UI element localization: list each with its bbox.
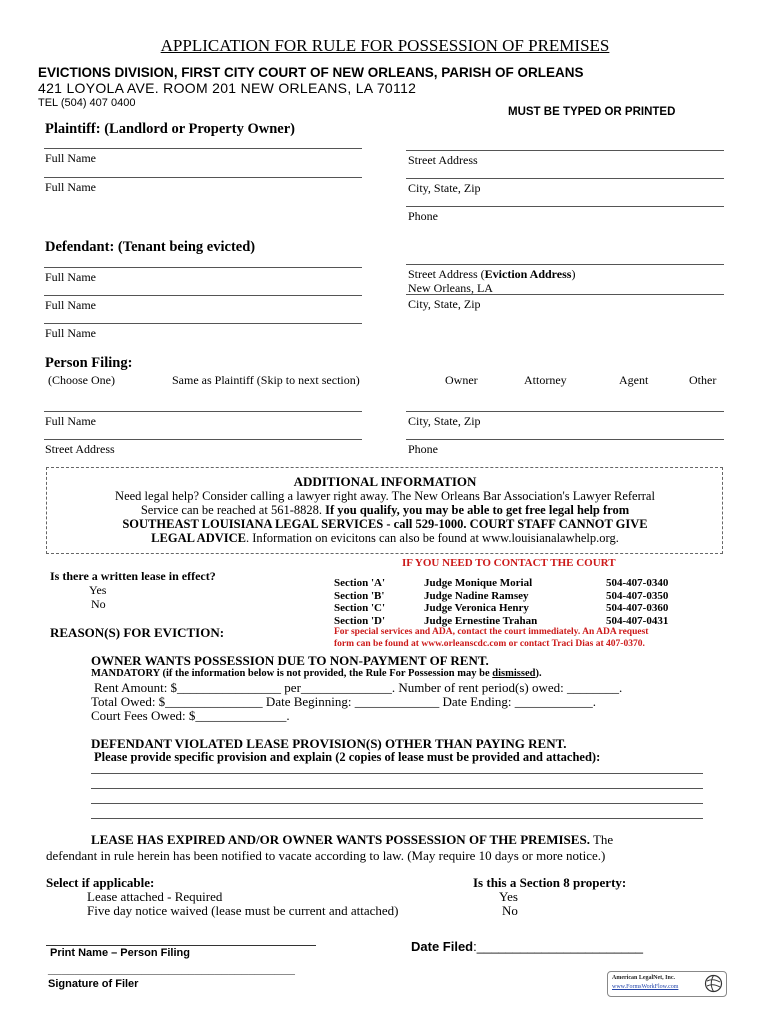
filer-street-label: Street Address bbox=[45, 442, 115, 456]
mandatory-note-dismissed: dismissed bbox=[492, 668, 536, 679]
filer-city-line[interactable] bbox=[406, 411, 724, 412]
judge-column bbox=[424, 577, 537, 627]
reasons-heading: REASON(S) FOR EVICTION: bbox=[50, 625, 225, 640]
ada-line2: form can be found at www.orleanscdc.com or contact Traci Dias at 407-0370. bbox=[334, 639, 645, 649]
defendant-street-suffix: ) bbox=[571, 267, 576, 281]
court-tel: TEL (504) 407 0400 bbox=[38, 97, 136, 109]
judge-b: Judge Nadine Ramsey bbox=[424, 589, 529, 602]
filer-city-label: City, State, Zip bbox=[408, 414, 481, 428]
additional-info-heading: ADDITIONAL INFORMATION bbox=[293, 474, 477, 489]
lease-yes-option[interactable]: Yes bbox=[89, 583, 107, 597]
lease-no-option[interactable]: No bbox=[91, 597, 106, 611]
court-fees-line[interactable]: Court Fees Owed: $______________. bbox=[91, 708, 290, 723]
additional-line1: Need legal help? Consider calling a lawyer right away. The New Orleans Bar Association's Lawyer Referral bbox=[115, 489, 655, 503]
plaintiff-street-label: Street Address bbox=[408, 153, 478, 167]
legalnet-logo bbox=[607, 971, 727, 997]
logo-globe-icon bbox=[704, 974, 723, 993]
additional-line4b: . Information on evicitons can also be found at www.louisianalawhelp.org. bbox=[246, 531, 619, 545]
defendant-street-line[interactable] bbox=[406, 264, 724, 265]
contact-court-heading: IF YOU NEED TO CONTACT THE COURT bbox=[402, 557, 616, 569]
option-owner[interactable]: Owner bbox=[445, 373, 478, 387]
phone-d: 504-407-0431 bbox=[606, 614, 669, 627]
defendant-city-line[interactable] bbox=[406, 294, 724, 295]
division-line: EVICTIONS DIVISION, FIRST CITY COURT OF NEW ORLEANS, PARISH OF ORLEANS bbox=[38, 65, 584, 80]
filer-name-line[interactable] bbox=[44, 411, 362, 412]
expired-lease-line2: defendant in rule herein has been notified to vacate according to law. (May require 10 days or more notice.) bbox=[46, 848, 606, 863]
option-same-as-plaintiff[interactable]: Same as Plaintiff (Skip to next section) bbox=[172, 373, 360, 387]
defendant-name1-label: Full Name bbox=[45, 270, 96, 284]
additional-line3: SOUTHEAST LOUISIANA LEGAL SERVICES - call 529-1000. COURT STAFF CANNOT GIVE bbox=[122, 517, 648, 531]
explain-line-3[interactable] bbox=[91, 803, 703, 804]
additional-line2 bbox=[0, 503, 770, 518]
filer-phone-label: Phone bbox=[408, 442, 438, 456]
court-address: 421 LOYOLA AVE. ROOM 201 NEW ORLEANS, LA 70112 bbox=[38, 80, 417, 96]
section8-no-option[interactable]: No bbox=[502, 903, 518, 918]
print-name-label: Print Name – Person Filing bbox=[50, 947, 190, 959]
plaintiff-city-label: City, State, Zip bbox=[408, 181, 481, 195]
date-filed-label: Date Filed bbox=[411, 939, 474, 954]
option-other[interactable]: Other bbox=[689, 373, 717, 387]
plaintiff-city-line[interactable] bbox=[406, 178, 724, 179]
phone-column bbox=[606, 577, 668, 627]
additional-line4a: LEGAL ADVICE bbox=[151, 531, 246, 545]
violated-lease-sub: Please provide specific provision and explain (2 copies of lease must be provided and attached): bbox=[94, 750, 601, 764]
filer-name-label: Full Name bbox=[45, 414, 96, 428]
option-agent[interactable]: Agent bbox=[619, 373, 649, 387]
must-typed-note: MUST BE TYPED OR PRINTED bbox=[508, 106, 676, 118]
defendant-name2-line[interactable] bbox=[44, 295, 362, 296]
section-column bbox=[334, 577, 385, 627]
lease-attached-option[interactable]: Lease attached - Required bbox=[87, 889, 223, 904]
section-d: Section 'D' bbox=[334, 614, 386, 627]
defendant-name2-label: Full Name bbox=[45, 298, 96, 312]
section8-yes-option[interactable]: Yes bbox=[499, 889, 518, 904]
expired-lease-heading[interactable] bbox=[91, 832, 613, 848]
date-filed-field[interactable] bbox=[411, 939, 643, 954]
filer-phone-line[interactable] bbox=[406, 439, 724, 440]
defendant-city-default: New Orleans, LA bbox=[408, 281, 493, 295]
plaintiff-name2-label: Full Name bbox=[45, 180, 96, 194]
form-title: APPLICATION FOR RULE FOR POSSESSION OF PREMISES bbox=[160, 36, 610, 55]
logo-line2: www.FormsWorkFlow.com bbox=[612, 984, 679, 990]
plaintiff-phone-label: Phone bbox=[408, 209, 438, 223]
eviction-address-label: Eviction Address bbox=[484, 267, 572, 281]
violated-lease-heading[interactable]: DEFENDANT VIOLATED LEASE PROVISION(S) OTHER THAN PAYING RENT. bbox=[91, 736, 567, 751]
judge-a: Judge Monique Morial bbox=[424, 577, 533, 589]
person-filing-heading: Person Filing: bbox=[45, 355, 133, 371]
option-attorney[interactable]: Attorney bbox=[524, 373, 567, 387]
notice-waived-option[interactable]: Five day notice waived (lease must be current and attached) bbox=[87, 903, 399, 918]
defendant-street-label bbox=[408, 267, 575, 282]
plaintiff-name2-line[interactable] bbox=[44, 177, 362, 178]
applicable-heading: Select if applicable: bbox=[46, 875, 155, 890]
logo-line1: American LegalNet, Inc. bbox=[612, 975, 675, 981]
phone-a: 504-407-0340 bbox=[606, 577, 669, 589]
explain-line-1[interactable] bbox=[91, 773, 703, 774]
defendant-city-label: City, State, Zip bbox=[408, 297, 481, 311]
plaintiff-street-line[interactable] bbox=[406, 150, 724, 151]
filer-street-line[interactable] bbox=[44, 439, 362, 440]
plaintiff-name1-label: Full Name bbox=[45, 151, 96, 165]
section-b: Section 'B' bbox=[334, 589, 385, 602]
signature-line[interactable]: _____________________________________ bbox=[48, 962, 295, 976]
plaintiff-phone-line[interactable] bbox=[406, 206, 724, 207]
plaintiff-heading: Plaintiff: (Landlord or Property Owner) bbox=[45, 121, 295, 137]
judge-d: Judge Ernestine Trahan bbox=[424, 614, 538, 627]
judge-c: Judge Veronica Henry bbox=[424, 602, 529, 614]
print-name-line[interactable] bbox=[46, 945, 316, 946]
defendant-name1-line[interactable] bbox=[44, 267, 362, 268]
signature-label: Signature of Filer bbox=[48, 978, 139, 990]
defendant-heading: Defendant: (Tenant being evicted) bbox=[45, 239, 256, 255]
lease-question: Is there a written lease in effect? bbox=[50, 569, 216, 583]
mandatory-note bbox=[91, 668, 542, 679]
explain-line-4[interactable] bbox=[91, 818, 703, 819]
phone-c: 504-407-0360 bbox=[606, 602, 669, 614]
explain-line-2[interactable] bbox=[91, 788, 703, 789]
expired-lease-tail: The bbox=[589, 832, 614, 847]
defendant-name3-line[interactable] bbox=[44, 323, 362, 324]
choose-one-label: (Choose One) bbox=[48, 373, 115, 387]
nonpayment-heading[interactable]: OWNER WANTS POSSESSION DUE TO NON-PAYMENT OF RENT. bbox=[91, 653, 489, 668]
additional-line4 bbox=[0, 531, 770, 546]
additional-line2b: If you qualify, you may be able to get free legal help from bbox=[325, 503, 630, 517]
plaintiff-name1-line[interactable] bbox=[44, 148, 362, 149]
mandatory-note-a: MANDATORY (if the information below is not provided, the Rule For Possession may be bbox=[91, 668, 493, 679]
section-c: Section 'C' bbox=[334, 602, 386, 614]
total-owed-line[interactable]: Total Owed: $_______________ Date Beginning: _____________ Date Ending: ____________. bbox=[91, 694, 596, 709]
phone-b: 504-407-0350 bbox=[606, 589, 669, 602]
additional-line2a: Service can be reached at 561-8828. bbox=[140, 503, 326, 517]
ada-line1: For special services and ADA, contact the court immediately. An ADA request bbox=[334, 627, 649, 637]
defendant-street-prefix: Street Address ( bbox=[408, 267, 485, 281]
section8-question: Is this a Section 8 property: bbox=[473, 875, 627, 890]
date-filed-blank: :_______________________ bbox=[473, 939, 644, 954]
defendant-name3-label: Full Name bbox=[45, 326, 96, 340]
mandatory-note-c: ). bbox=[535, 668, 542, 679]
expired-lease-bold: LEASE HAS EXPIRED AND/OR OWNER WANTS POSSESSION OF THE PREMISES. bbox=[91, 832, 590, 847]
rent-amount-line[interactable]: Rent Amount: $________________ per______________. Number of rent period(s) owed: ________. bbox=[94, 680, 623, 695]
section-a: Section 'A' bbox=[334, 577, 386, 589]
